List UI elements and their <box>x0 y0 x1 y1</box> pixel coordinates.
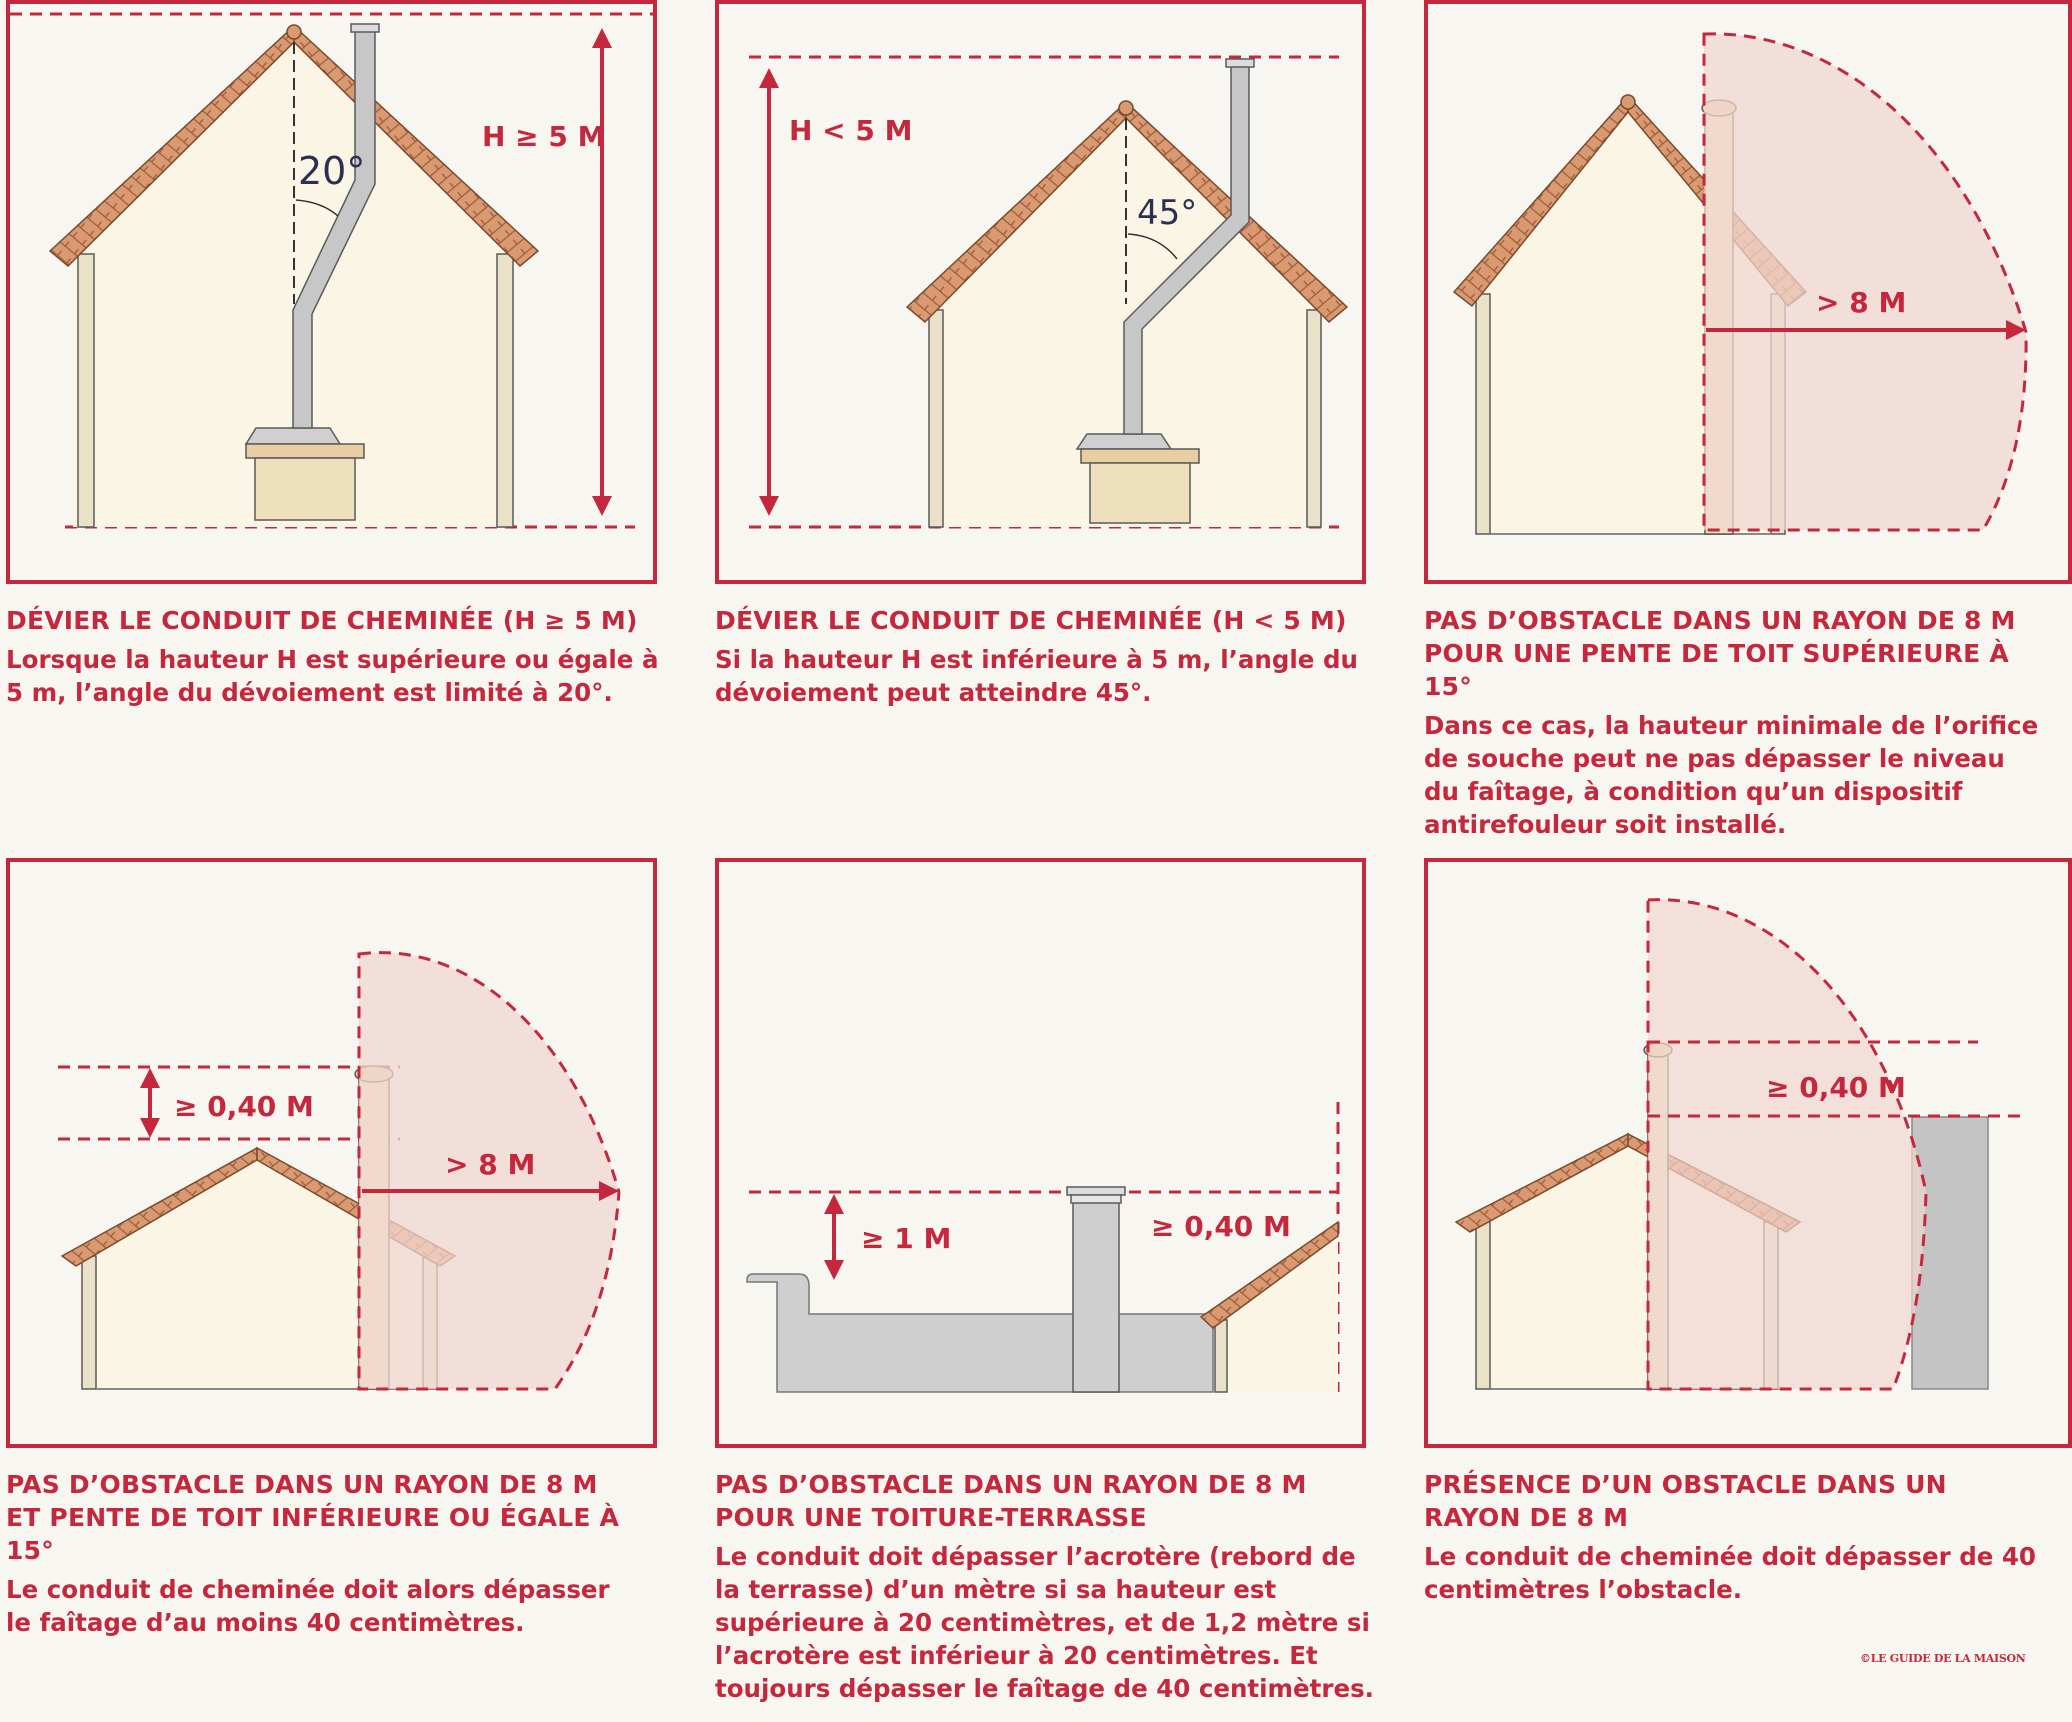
caption-panel-5 <box>715 1468 1375 1705</box>
diagram-deviation-45 <box>719 4 1370 588</box>
caption-body: Si la hauteur H est inférieure à 5 m, l’angle du dévoiement peut atteindre 45°. <box>715 645 1358 707</box>
roof-ridge-cap <box>287 25 301 39</box>
panel-6-diagram <box>1424 858 2072 1448</box>
panel-5-diagram <box>715 858 1366 1448</box>
caption-title: DÉVIER LE CONDUIT DE CHEMINÉE (H < 5 M) <box>715 606 1347 635</box>
caption-panel-4 <box>6 1468 626 1639</box>
terrace-slab <box>747 1274 1213 1392</box>
caption-body: Le conduit doit dépasser l’acrotère (rebord de la terrasse) d’un mètre si sa hauteur est supérieure à 20 centimètres, et de 1,2 mètre si l’acrotère est inférieur à 20 centimètres. Et toujours dépasser le faîtage de 40 centimètres. <box>715 1542 1374 1703</box>
height-label: H ≥ 5 M <box>482 120 606 153</box>
caption-title: PRÉSENCE D’UN OBSTACLE DANS UN RAYON DE 8 M <box>1424 1470 1947 1532</box>
fireplace-hood <box>246 428 340 444</box>
radius-label: > 8 M <box>1816 286 1907 319</box>
chimney-stack <box>1073 1202 1119 1392</box>
house-post-left <box>1476 294 1490 534</box>
height-right-label: ≥ 0,40 M <box>1151 1210 1291 1243</box>
house-post-left <box>1476 1222 1490 1389</box>
caption-body: Le conduit de cheminée doit alors dépasser le faîtage d’au moins 40 centimètres. <box>6 1575 610 1637</box>
angle-label: 45° <box>1137 193 1198 233</box>
house-post-right <box>497 254 513 527</box>
fireplace-hood <box>1077 434 1171 449</box>
chimney-cap <box>1226 59 1254 67</box>
roof-ridge-cap <box>1119 101 1133 115</box>
diagram-no-obstacle-low-roof <box>10 862 661 1452</box>
height-label: ≥ 0,40 M <box>1766 1071 1906 1104</box>
caption-body: Le conduit de cheminée doit dépasser de 40 centimètres l’obstacle. <box>1424 1542 2036 1604</box>
caption-panel-6 <box>1424 1468 2044 1606</box>
house-post-left <box>78 254 94 527</box>
caption-title: PAS D’OBSTACLE DANS UN RAYON DE 8 M POUR UNE PENTE DE TOIT SUPÉRIEURE À 15° <box>1424 606 2016 701</box>
house-post-right <box>1307 310 1321 527</box>
height-label: ≥ 0,40 M <box>174 1090 314 1123</box>
fireplace-base <box>255 458 355 520</box>
radius-label: > 8 M <box>445 1148 536 1181</box>
fireplace-mantel <box>246 444 364 458</box>
caption-panel-2 <box>715 604 1375 709</box>
obstacle-zone <box>1648 900 1926 1389</box>
neighbour-post <box>1215 1320 1227 1392</box>
caption-title: PAS D’OBSTACLE DANS UN RAYON DE 8 M POUR UNE TOITURE-TERRASSE <box>715 1470 1307 1532</box>
fireplace-base <box>1090 463 1190 523</box>
caption-panel-1 <box>6 604 666 709</box>
diagram-with-obstacle <box>1428 862 2072 1452</box>
house-post-left <box>82 1256 96 1389</box>
caption-body: Dans ce cas, la hauteur minimale de l’orifice de souche peut ne pas dépasser le niveau du faîtage, à condition qu’un dispositif antirefouleur soit installé. <box>1424 711 2039 839</box>
caption-title: PAS D’OBSTACLE DANS UN RAYON DE 8 M ET PENTE DE TOIT INFÉRIEURE OU ÉGALE À 15° <box>6 1470 620 1565</box>
credit-text: ©LE GUIDE DE LA MAISON <box>1860 1652 2026 1665</box>
height-label: H < 5 M <box>789 114 913 147</box>
angle-label: 20° <box>298 149 366 193</box>
diagram-flat-roof <box>719 862 1370 1452</box>
caption-panel-3 <box>1424 604 2044 841</box>
panel-2-diagram <box>715 0 1366 584</box>
house-post-left <box>929 310 943 527</box>
obstacle-building <box>1912 1117 1988 1389</box>
diagram-deviation-20 <box>10 4 661 588</box>
obstacle-free-zone <box>1704 34 2026 530</box>
panel-3-diagram <box>1424 0 2072 584</box>
chimney-cap-base <box>1071 1195 1121 1203</box>
roof-ridge-cap <box>1621 95 1635 109</box>
height-left-label: ≥ 1 M <box>861 1222 952 1255</box>
fireplace-mantel <box>1081 449 1199 463</box>
panel-1-diagram <box>6 0 657 584</box>
caption-body: Lorsque la hauteur H est supérieure ou égale à 5 m, l’angle du dévoiement est limité à 20°. <box>6 645 659 707</box>
chimney-cap-top <box>1067 1187 1125 1195</box>
panel-4-diagram <box>6 858 657 1448</box>
caption-title: DÉVIER LE CONDUIT DE CHEMINÉE (H ≥ 5 M) <box>6 606 638 635</box>
diagram-no-obstacle-steep-roof <box>1428 4 2072 588</box>
chimney-cap <box>351 24 379 32</box>
